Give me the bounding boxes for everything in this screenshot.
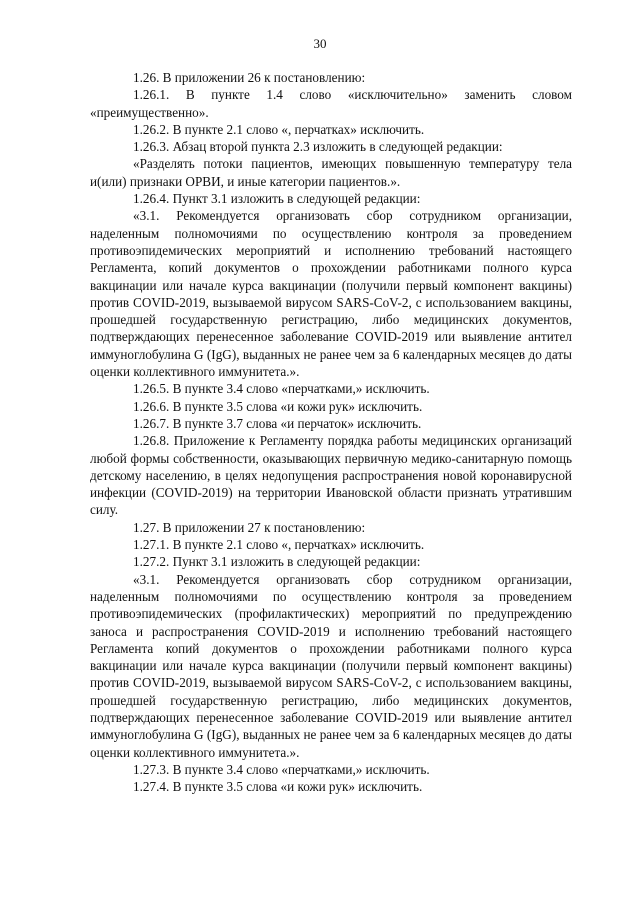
page-number: 30 [313, 36, 327, 51]
paragraph-1-26: 1.26. В приложении 26 к постановлению: [133, 70, 366, 85]
paragraph-1-27: 1.27. В приложении 27 к постановлению: [133, 519, 366, 535]
paragraph-1-26-8: 1.26.8. Приложение к Регламенту порядка работы медицинских организаций любой формы собственности, оказывающих первичную медико-санитарную помощь детскому населению, в целях недопущения распространения новой коронавирусной инфекции (COVID-2019) на территории Ивановской области признать утратившим силу. [90, 433, 572, 518]
paragraph-1-27-4: 1.27.4. В пункте 3.5 слова «и кожи рук» исключить. [133, 779, 423, 795]
paragraph-1-27-2: 1.27.2. Пункт 3.1 изложить в следующей редакции: [133, 554, 421, 570]
document-body [90, 69, 572, 795]
paragraph-1-26-7: 1.26.7. В пункте 3.7 слова «и перчаток» исключить. [133, 415, 422, 431]
paragraph-1-26-3: 1.26.3. Абзац второй пункта 2.3 изложить в следующей редакции: [133, 139, 503, 155]
paragraph-1-26-5: 1.26.5. В пункте 3.4 слово «перчатками,» исключить. [133, 381, 430, 397]
paragraph-1-26-2: 1.26.2. В пункте 2.1 слово «, перчатках» исключить. [133, 121, 425, 137]
paragraph-1-26-6: 1.26.6. В пункте 3.5 слова «и кожи рук» исключить. [133, 398, 423, 414]
paragraph-1-26-1: 1.26.1. В пункте 1.4 слово «исключительно» заменить словом «преимущественно». [90, 87, 572, 120]
paragraph-1-27-3: 1.27.3. В пункте 3.4 слово «перчатками,» исключить. [133, 761, 430, 777]
quote-1-27-2: «3.1. Рекомендуется организовать сбор сотрудником организации, наделенным полномочиями по осуществлению контроля за проведением противоэпидемических (профилактических) мероприятий по предупреждению заноса и распространения COVID-2019 и исполнению требований настоящего Регламента копий документов о прохождении работниками полного курса вакцинации или начале курса вакцинации (получили первый компонент вакцины) против COVID-2019, вызываемой вирусом SARS-CoV-2, с использованием вакцины, прошедшей государственную регистрацию, либо медицинских документов, подтверждающих перенесенное заболевание COVID-2019 или выявление антител иммуноглобулина G (IgG), выданных не ранее чем за 6 календарных месяцев до даты оценки коллективного иммунитета.». [90, 571, 572, 760]
quote-1-26-3: «Разделять потоки пациентов, имеющих повышенную температуру тела и(или) признаки ОРВИ, и иные категории пациентов.». [90, 156, 572, 189]
paragraph-1-27-1: 1.27.1. В пункте 2.1 слово «, перчатках» исключить. [133, 537, 425, 553]
paragraph-1-26-4: 1.26.4. Пункт 3.1 изложить в следующей редакции: [133, 191, 421, 207]
quote-1-26-4: «3.1. Рекомендуется организовать сбор сотрудником организации, наделенным полномочиями по осуществлению контроля за проведением противоэпидемических мероприятий и исполнению требований настоящего Регламента, копий документов о прохождении работниками полного курса вакцинации или начале курса вакцинации (получили первый компонент вакцины) против COVID-2019, вызываемой вирусом SARS-CoV-2, с использованием вакцины, прошедшей государственную регистрацию, либо медицинских документов, подтверждающих перенесенное заболевание COVID-2019 или выявление антител иммуноглобулина G (IgG), выданных не ранее чем за 6 календарных месяцев до даты оценки коллективного иммунитета.». [90, 208, 572, 380]
